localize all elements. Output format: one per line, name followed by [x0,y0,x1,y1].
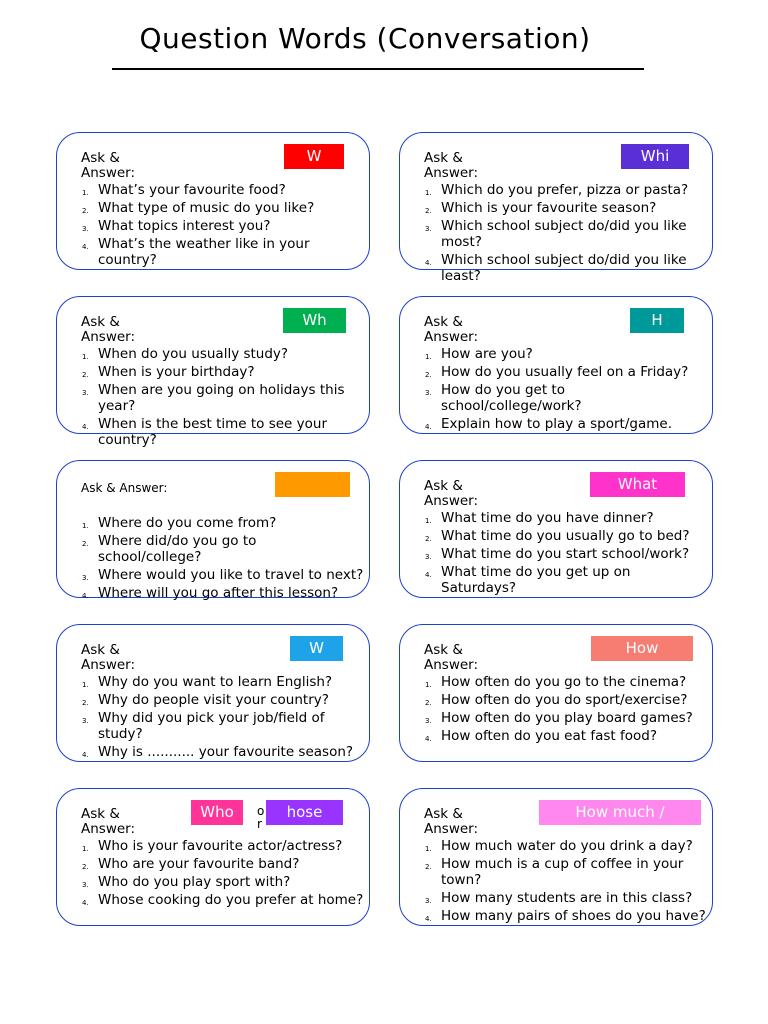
question-list [79,182,364,270]
card-how [399,296,713,434]
question-item: 1. How often do you go to the cinema? [425,674,687,690]
question-item: 4. Whose cooking do you prefer at home? [82,892,364,908]
question-item: 4. Why is ........... your favourite season? [82,744,354,760]
title-underline [112,68,644,70]
question-item: 1. Who is your favourite actor/actress? [82,838,343,854]
question-word-tag: Who [191,800,243,825]
ask-answer-label: Ask & Answer: [81,314,136,345]
question-item: 1. What time do you have dinner? [425,510,654,526]
ask-answer-label: Ask & Answer: [81,642,136,673]
question-item: 2. Which is your favourite season? [425,200,657,216]
card-when [56,296,370,448]
question-item: 2. How often do you do sport/exercise? [425,692,688,708]
question-word-tag-2: hose [266,800,343,825]
question-item: 1. How much water do you drink a day? [425,838,693,854]
ask-answer-label: Ask & Answer: [424,150,479,181]
question-item: 3. Who do you play sport with? [82,874,291,890]
question-item: 4. What time do you get up on Saturdays? [425,564,631,596]
ask-answer-label: Ask & Answer: [424,314,479,345]
question-item: 2. Why do people visit your country? [82,692,329,708]
question-item: 2. Where did/do you go to school/college? [82,533,257,565]
question-item: 1. How are you? [425,346,533,362]
card-where [56,460,370,601]
ask-answer-label: Ask & Answer: [81,806,136,837]
question-word-tag: W [284,144,344,169]
question-list [422,838,707,926]
question-item: 3. Which school subject do/did you like most? [425,218,687,250]
ask-answer-label: Ask & Answer: [81,481,168,495]
question-word-tag: What [590,472,685,497]
question-item: 4. Where will you go after this lesson? [82,585,339,601]
question-word-tag: H [630,308,684,333]
question-item: 4. When is the best time to see your country? [82,416,327,448]
question-item: 4. What’s the weather like in your country? [82,236,310,268]
question-item: 3. How many students are in this class? [425,890,693,906]
page-title: Question Words (Conversation) [139,22,591,55]
question-list [422,346,707,434]
question-list [79,515,364,603]
card-which [399,132,713,284]
card-what [56,132,370,270]
ask-answer-label: Ask & Answer: [424,806,479,837]
question-item: 3. Why did you pick your job/field of study? [82,710,325,742]
card-why [56,624,370,762]
question-list [79,674,364,762]
question-item: 4. How often do you eat fast food? [425,728,657,744]
card-what-time [399,460,713,598]
question-item: 2. How much is a cup of coffee in your town? [425,856,684,888]
question-item: 4. How many pairs of shoes do you have? [425,908,706,924]
question-item: 2. Who are your favourite band? [82,856,300,872]
question-item: 3. How do you get to school/college/work? [425,382,582,414]
question-item: 1. Where do you come from? [82,515,277,531]
question-item: 3. What time do you start school/work? [425,546,690,562]
question-item: 2. When is your birthday? [82,364,255,380]
question-word-tag [275,472,350,497]
question-item: 1. What’s your favourite food? [82,182,286,198]
question-word-tag: Wh [283,308,346,333]
tag-separator-text: o r [257,804,265,831]
question-word-tag: How [591,636,693,661]
question-item: 3. When are you going on holidays this year? [82,382,345,414]
question-list [79,346,364,450]
question-item: 2. What time do you usually go to bed? [425,528,690,544]
question-item: 1. When do you usually study? [82,346,289,362]
question-list [79,838,364,910]
question-list [422,510,707,598]
card-how-much [399,788,713,926]
question-item: 2. How do you usually feel on a Friday? [425,364,689,380]
question-list [422,674,707,746]
ask-answer-label: Ask & Answer: [424,642,479,673]
card-how-often [399,624,713,762]
question-item: 3. What topics interest you? [82,218,271,234]
question-word-tag: How much / [539,800,701,825]
question-item: 4. Explain how to play a sport/game. [425,416,672,432]
question-item: 2. What type of music do you like? [82,200,315,216]
question-word-tag: W [290,636,343,661]
card-who-whose [56,788,370,926]
question-item: 4. Which school subject do/did you like least? [425,252,687,284]
ask-answer-label: Ask & Answer: [81,150,136,181]
ask-answer-label: Ask & Answer: [424,478,479,509]
question-list [422,182,707,286]
question-word-tag: Whi [621,144,689,169]
question-item: 1. Why do you want to learn English? [82,674,333,690]
question-item: 3. How often do you play board games? [425,710,693,726]
question-item: 3. Where would you like to travel to next? [82,567,364,583]
question-item: 1. Which do you prefer, pizza or pasta? [425,182,689,198]
